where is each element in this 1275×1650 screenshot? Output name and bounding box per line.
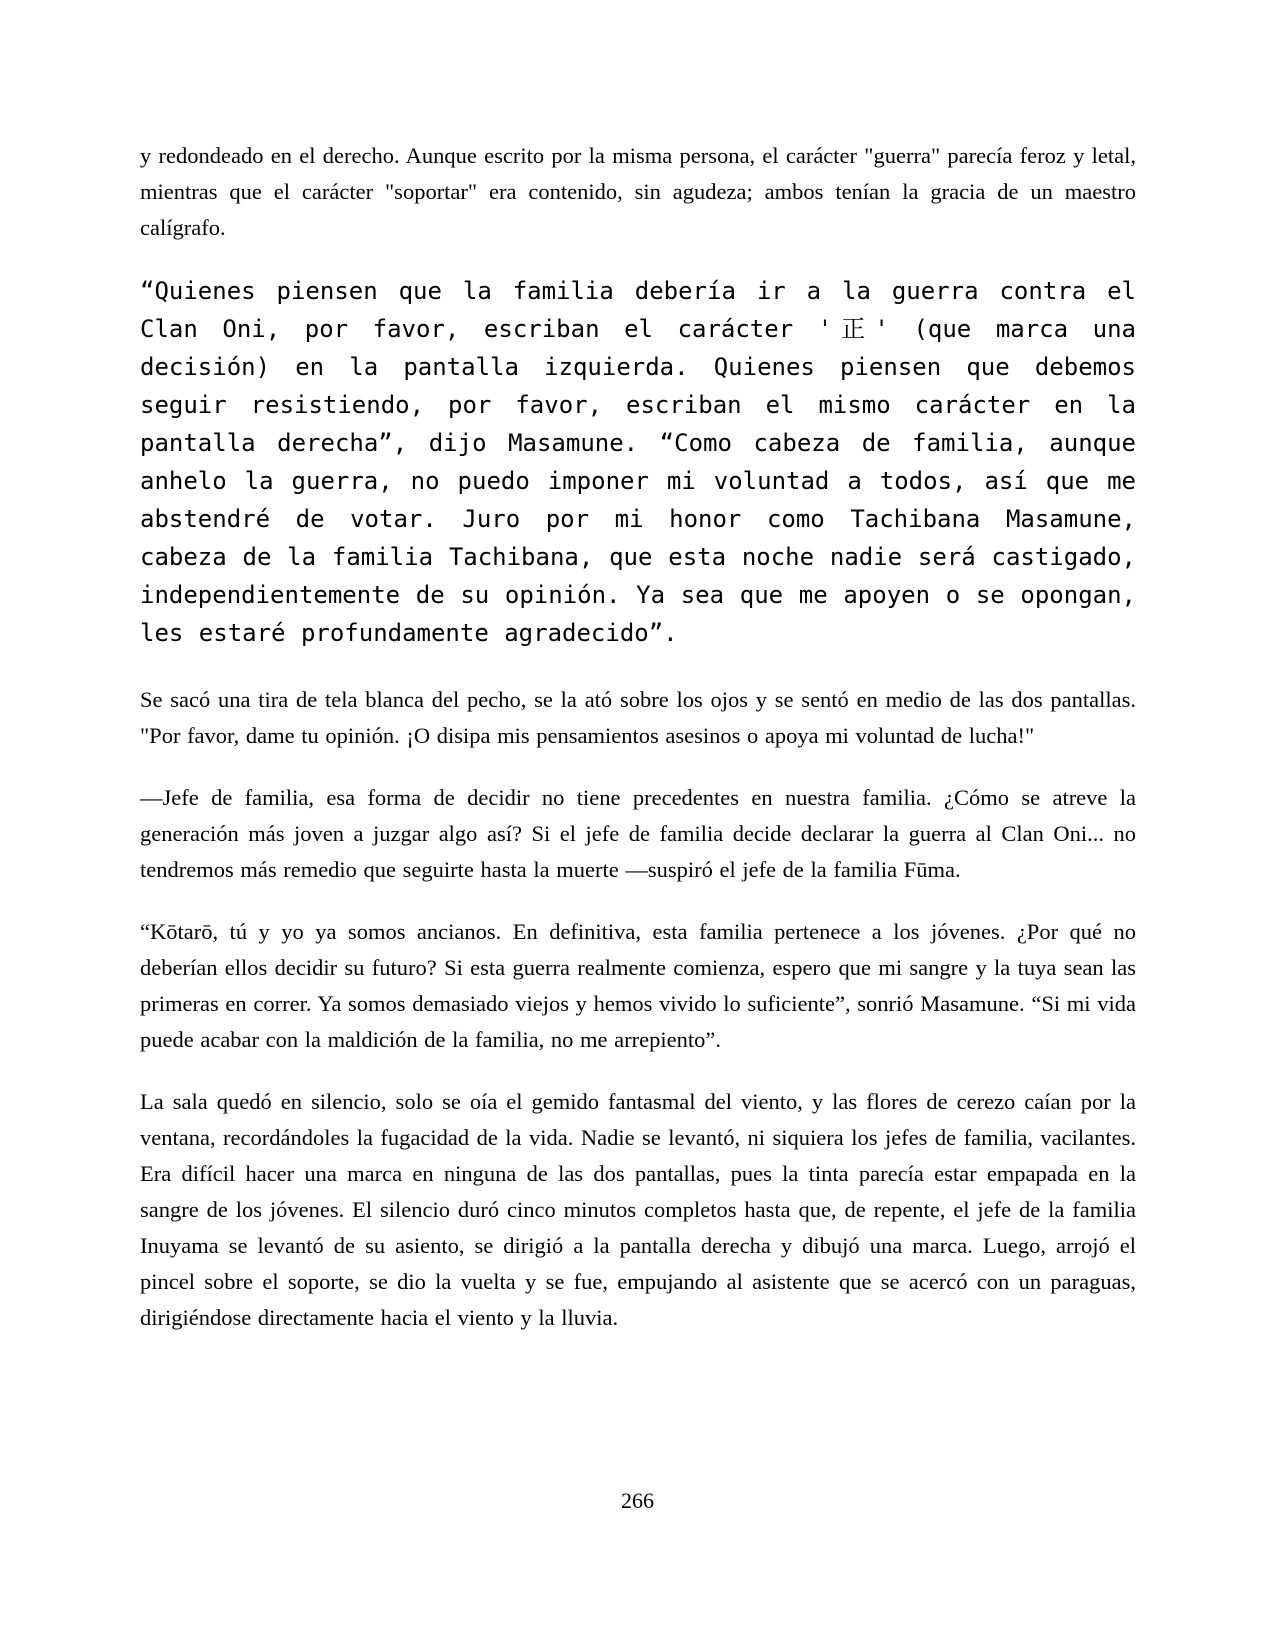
paragraph-masamune-speech: “Quienes piensen que la familia debería ir a la guerra contra el Clan Oni, por favor, escriban el carácter '正' (que marca una decisión) en la pantalla izquierda. Quienes piensen que debemos seguir resistiendo, por favor, escriban el mismo carácter en la pantalla derecha”, dijo Masamune. “Como cabeza de familia, aunque anhelo la guerra, no puedo imponer mi voluntad a todos, así que me abstendré de votar. Juro por mi honor como Tachibana Masamune, cabeza de la familia Tachibana, que esta noche nadie será castigado, independientemente de su opinión. Ya sea que me apoyen o se opongan, les estaré profundamente agradecido”. bbox=[140, 277, 1136, 647]
page-content bbox=[140, 138, 1136, 1362]
paragraph-calligraphy-description: y redondeado en el derecho. Aunque escrito por la misma persona, el carácter "guerra" parecía feroz y letal, mientras que el carácter "soportar" era contenido, sin agudeza; ambos tenían la gracia de un maestro calígrafo. bbox=[140, 143, 1136, 240]
paragraph-silence-scene: La sala quedó en silencio, solo se oía el gemido fantasmal del viento, y las flores de cerezo caían por la ventana, recordándoles la fugacidad de la vida. Nadie se levantó, ni siquiera los jefes de familia, vacilantes. Era difícil hacer una marca en ninguna de las dos pantallas, pues la tinta parecía estar empapada en la sangre de los jóvenes. El silencio duró cinco minutos completos hasta que, de repente, el jefe de la familia Inuyama se levantó de su asiento, se dirigió a la pantalla derecha y dibujó una marca. Luego, arrojó el pincel sobre el soporte, se dio la vuelta y se fue, empujando al asistente que se acercó con un paraguas, dirigiéndose directamente hacia el viento y la lluvia. bbox=[140, 1089, 1136, 1330]
paragraph-blindfold: Se sacó una tira de tela blanca del pecho, se la ató sobre los ojos y se sentó en medio de las dos pantallas. "Por favor, dame tu opinión. ¡O disipa mis pensamientos asesinos o apoya mi voluntad de lucha!" bbox=[140, 687, 1136, 748]
paragraph-kotaro-reply: “Kōtarō, tú y yo ya somos ancianos. En definitiva, esta familia pertenece a los jóvenes. ¿Por qué no deberían ellos decidir su futuro? Si esta guerra realmente comienza, espero que mi sangre y la tuya sean las primeras en correr. Ya somos demasiado viejos y hemos vivido lo suficiente”, sonrió Masamune. “Si mi vida puede acabar con la maldición de la familia, no me arrepiento”. bbox=[140, 919, 1136, 1052]
page-number: 266 bbox=[621, 1488, 654, 1513]
paragraph-fuma-head: —Jefe de familia, esa forma de decidir no tiene precedentes en nuestra familia. ¿Cómo se atreve la generación más joven a juzgar algo así? Si el jefe de familia decide declarar la guerra al Clan Oni... no tendremos más remedio que seguirte hasta la muerte —suspiró el jefe de la familia Fūma. bbox=[140, 785, 1136, 882]
